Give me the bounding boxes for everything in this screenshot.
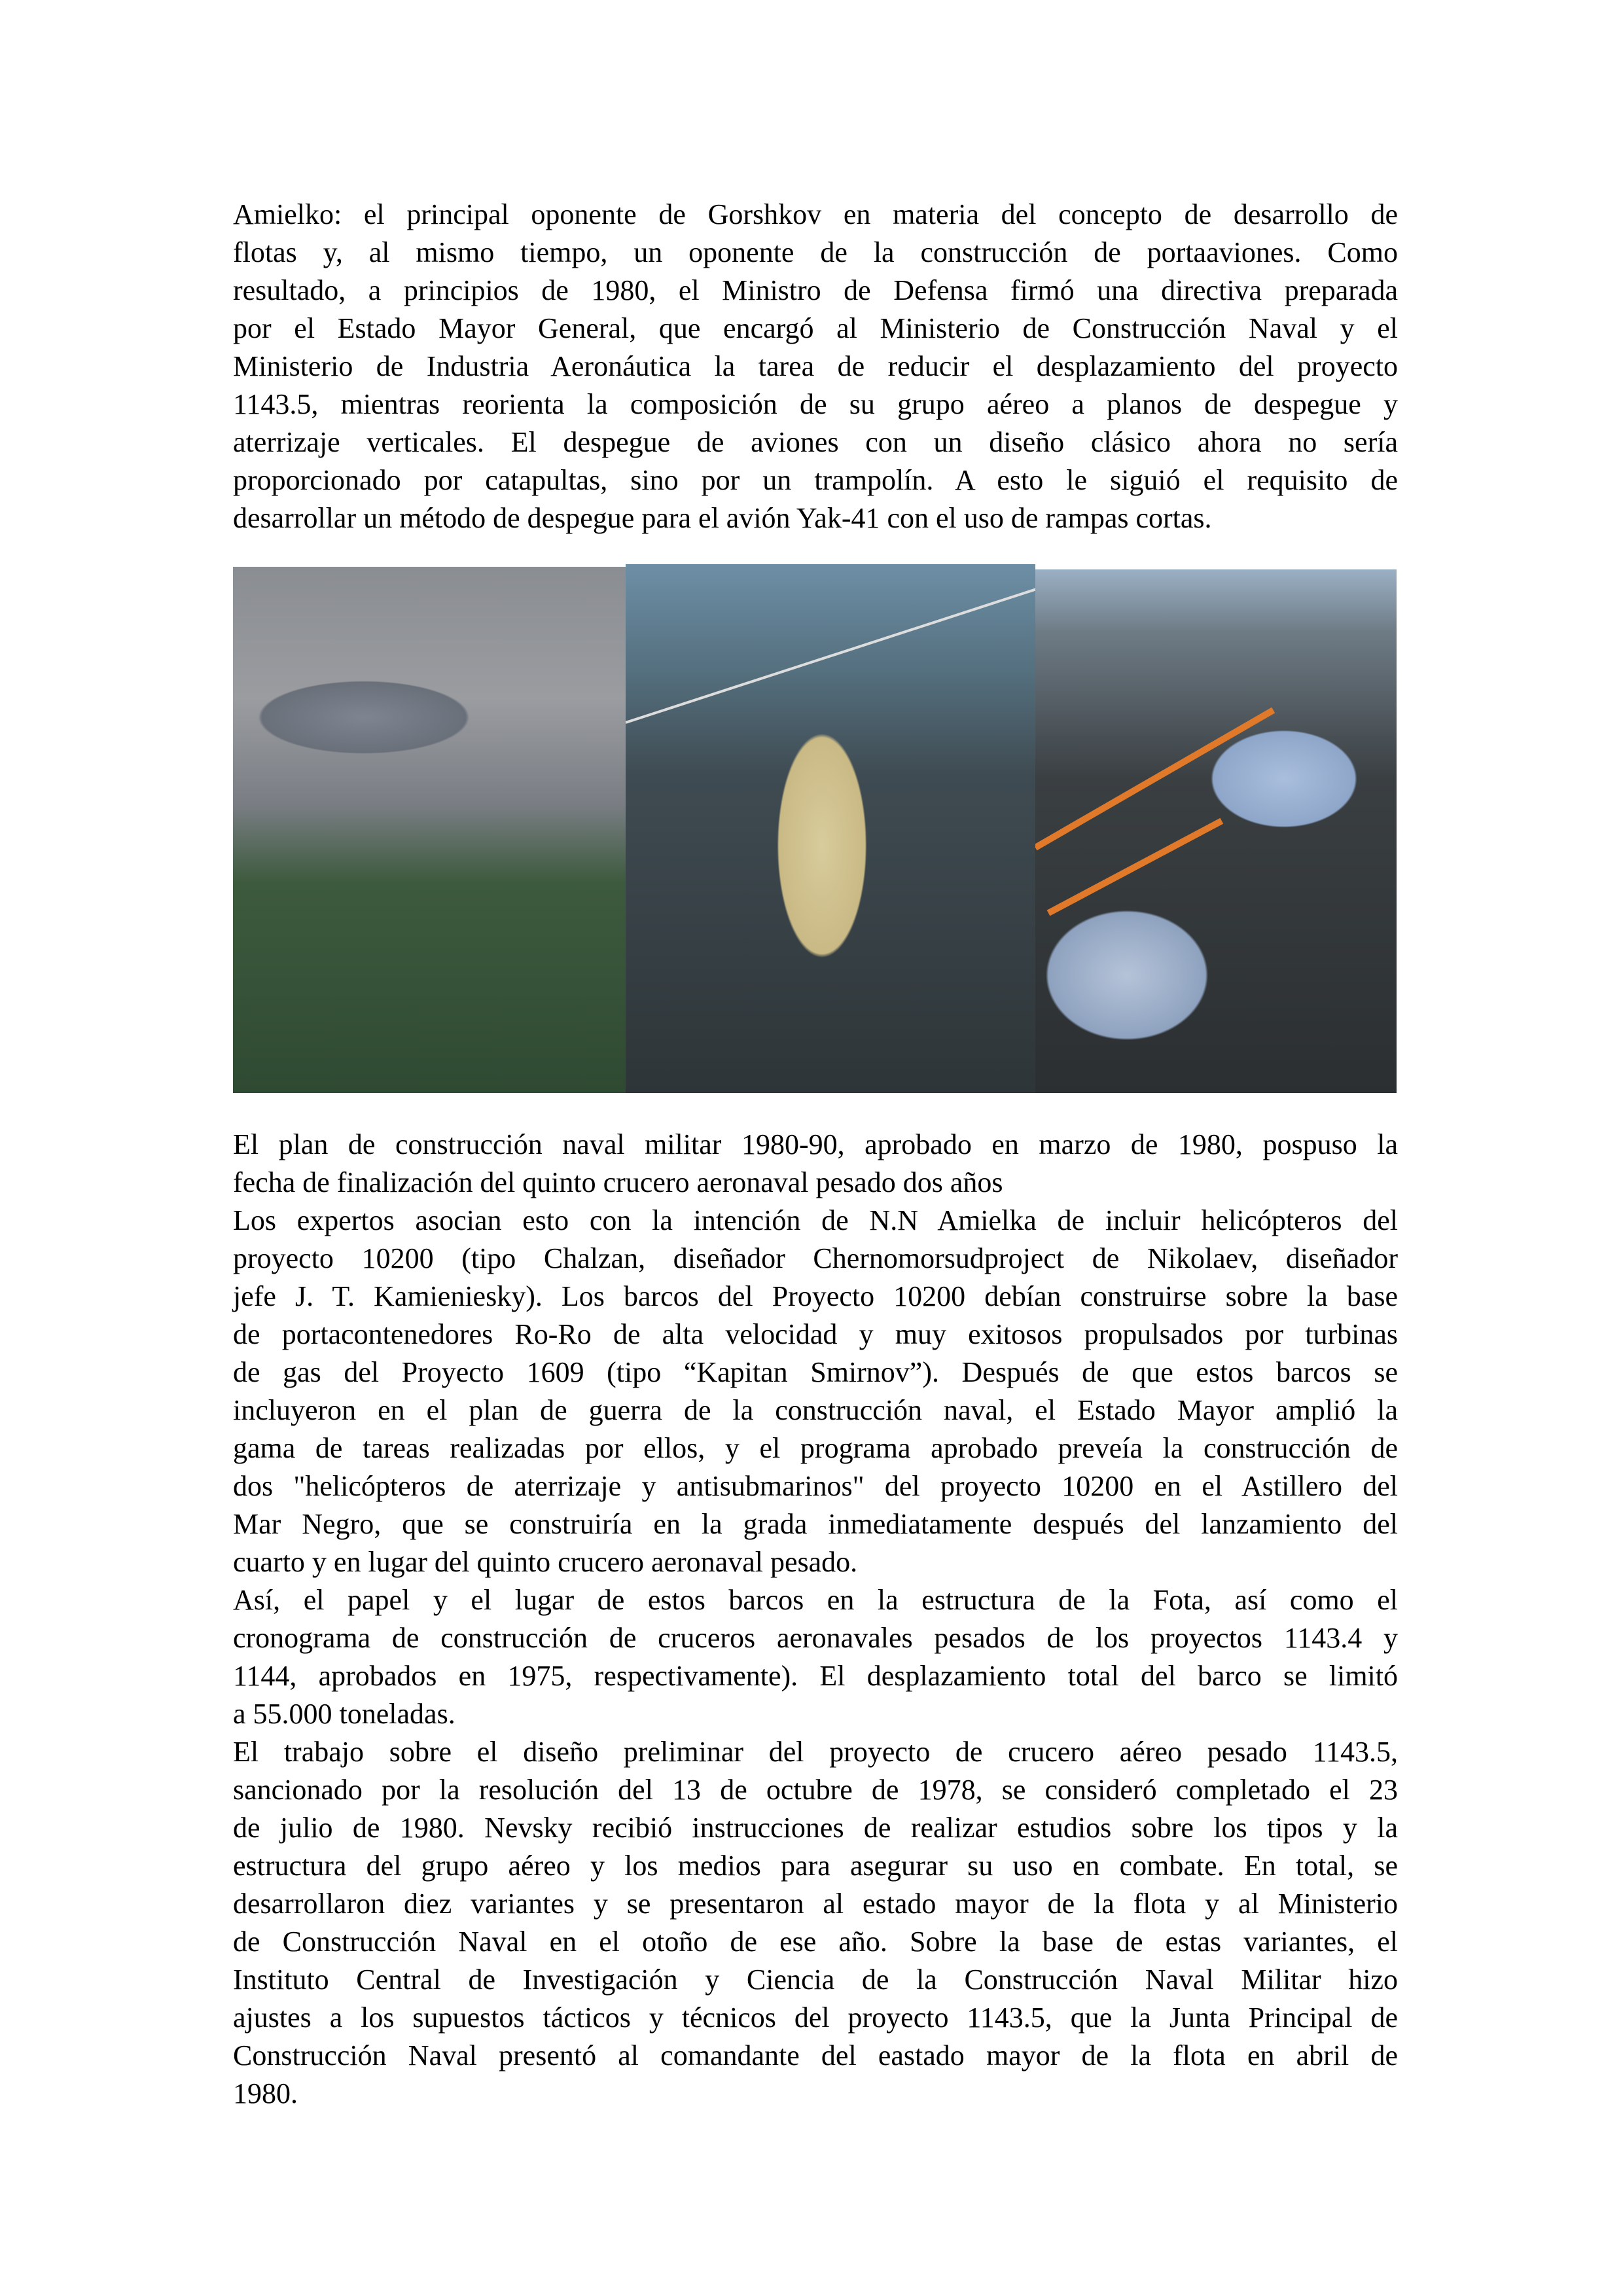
photo-jets-on-carrier xyxy=(1035,569,1397,1093)
text-line: de julio de 1980. Nevsky recibió instrucciones de realizar estudios sobre los tipos y la xyxy=(233,1812,1398,1844)
text-line: Ministerio de Industria Aeronáutica la tarea de reducir el desplazamiento del proyecto xyxy=(233,350,1398,382)
paragraph-2 xyxy=(233,1126,1398,2113)
text-line: de gas del Proyecto 1609 (tipo “Kapitan Smirnov”). Después de que estos barcos se xyxy=(233,1356,1398,1388)
text-line: El trabajo sobre el diseño preliminar del proyecto de crucero aéreo pesado 1143.5, xyxy=(233,1736,1398,1768)
text-line: flotas y, al mismo tiempo, un oponente de la construcción de portaaviones. Como xyxy=(233,236,1398,268)
text-line: a 55.000 toneladas. xyxy=(233,1698,455,1730)
text-line: gama de tareas realizadas por ellos, y el programa aprobado preveía la construcción de xyxy=(233,1432,1398,1464)
text-line: sancionado por la resolución del 13 de octubre de 1978, se consideró completado el 23 xyxy=(233,1774,1398,1806)
text-line: dos "helicópteros de aterrizaje y antisubmarinos" del proyecto 10200 en el Astillero del xyxy=(233,1470,1398,1502)
text-line: desarrollar un método de despegue para el avión Yak-41 con el uso de rampas cortas. xyxy=(233,502,1212,534)
text-line: Los expertos asocian esto con la intención de N.N Amielka de incluir helicópteros del xyxy=(233,1204,1398,1236)
text-line: Instituto Central de Investigación y Ciencia de la Construcción Naval Militar hizo xyxy=(233,1964,1398,1996)
text-line: cuarto y en lugar del quinto crucero aeronaval pesado. xyxy=(233,1546,858,1578)
text-line: Construcción Naval presentó al comandante del eastado mayor de la flota en abril de xyxy=(233,2039,1398,2072)
text-line: 1143.5, mientras reorienta la composición de su grupo aéreo a planos de despegue y xyxy=(233,388,1398,420)
text-line: de Construcción Naval en el otoño de ese año. Sobre la base de estas variantes, el xyxy=(233,1926,1398,1958)
paragraph-1 xyxy=(233,196,1398,537)
text-line: proporcionado por catapultas, sino por un trampolín. A esto le siguió el requisito de xyxy=(233,464,1398,496)
text-line: fecha de finalización del quinto crucero aeronaval pesado dos años xyxy=(233,1166,1003,1198)
text-line: ajustes a los supuestos tácticos y técnicos del proyecto 1143.5, que la Junta Principal de xyxy=(233,2001,1398,2034)
text-line: de portacontenedores Ro-Ro de alta velocidad y muy exitosos propulsados por turbinas xyxy=(233,1318,1398,1350)
text-line: estructura del grupo aéreo y los medios para asegurar su uso en combate. En total, se xyxy=(233,1850,1398,1882)
text-line: aterrizaje verticales. El despegue de aviones con un diseño clásico ahora no sería xyxy=(233,426,1398,458)
text-line: resultado, a principios de 1980, el Ministro de Defensa firmó una directiva preparada xyxy=(233,274,1398,306)
photo-helicopter-hangar xyxy=(233,567,626,1093)
text-line: incluyeron en el plan de guerra de la construcción naval, el Estado Mayor amplió la xyxy=(233,1394,1398,1426)
text-line: cronograma de construcción de cruceros aeronavales pesados de los proyectos 1143.4 y xyxy=(233,1622,1398,1654)
photo-jet-on-deck xyxy=(626,564,1035,1093)
text-line: desarrollaron diez variantes y se presentaron al estado mayor de la flota y al Ministerio xyxy=(233,1888,1398,1920)
text-line: El plan de construcción naval militar 1980-90, aprobado en marzo de 1980, pospuso la xyxy=(233,1128,1398,1160)
text-line: Mar Negro, que se construiría en la grada inmediatamente después del lanzamiento del xyxy=(233,1508,1398,1540)
text-line: proyecto 10200 (tipo Chalzan, diseñador Chernomorsudproject de Nikolaev, diseñador xyxy=(233,1242,1398,1274)
text-line: 1144, aprobados en 1975, respectivamente). El desplazamiento total del barco se limitó xyxy=(233,1660,1398,1692)
text-line: Así, el papel y el lugar de estos barcos en la estructura de la Fota, así como el xyxy=(233,1584,1398,1616)
text-line: 1980. xyxy=(233,2077,298,2109)
text-line: jefe J. T. Kamieniesky). Los barcos del Proyecto 10200 debían construirse sobre la base xyxy=(233,1280,1398,1312)
text-line: Amielko: el principal oponente de Gorshkov en materia del concepto de desarrollo de xyxy=(233,198,1398,230)
text-line: por el Estado Mayor General, que encargó al Ministerio de Construcción Naval y el xyxy=(233,312,1398,344)
